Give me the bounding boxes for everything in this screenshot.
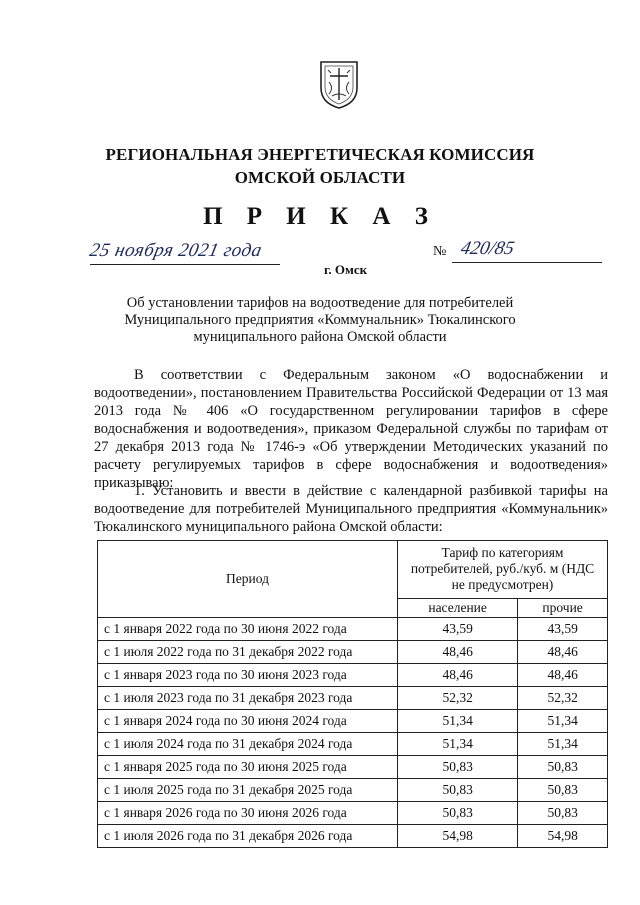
population-value-cell: 48,46 [398,641,518,664]
table-row [98,756,608,779]
org-name-line1: РЕГИОНАЛЬНАЯ ЭНЕРГЕТИЧЕСКАЯ КОМИССИЯ [105,145,535,164]
period-cell: с 1 января 2025 года по 30 июня 2025 года [98,756,398,779]
other-value-cell: 51,34 [518,710,608,733]
other-value-cell: 51,34 [518,733,608,756]
table-row [98,687,608,710]
document-subject [100,295,540,346]
table-row [98,779,608,802]
period-cell: с 1 июля 2022 года по 31 декабря 2022 года [98,641,398,664]
other-value-cell: 50,83 [518,756,608,779]
document-type-title: П Р И К А З [203,203,437,230]
other-value-cell: 48,46 [518,641,608,664]
handwritten-date: 25 ноября 2021 года [87,240,265,261]
tariff-table-body [98,618,608,848]
population-value-cell: 50,83 [398,779,518,802]
coat-of-arms-icon [318,58,360,110]
subject-line: муниципального района Омской области [193,329,447,345]
population-value-cell: 50,83 [398,756,518,779]
header-tariff: Тариф по категориям потребителей, руб./куб. м (НДС не предусмотрен) [398,541,608,599]
population-value-cell: 51,34 [398,733,518,756]
date-underline [90,264,280,265]
population-value-cell: 54,98 [398,825,518,848]
other-value-cell: 50,83 [518,802,608,825]
period-cell: с 1 июля 2024 года по 31 декабря 2024 года [98,733,398,756]
period-cell: с 1 января 2024 года по 30 июня 2024 года [98,710,398,733]
subject-line: Об установлении тарифов на водоотведение для потребителей [126,295,514,311]
other-value-cell: 52,32 [518,687,608,710]
period-cell: с 1 июля 2026 года по 31 декабря 2026 года [98,825,398,848]
preamble-paragraph: В соответствии с Федеральным законом «О водоснабжении и водоотведении», постановлением Правительства Российской Федерации от 13 мая 2013 года № 406 «О государственном регулировании тарифов в сфере водоснабжения и водоотведения», приказом Федеральной службы по тарифам от 27 декабря 2013 года № 1746-э «Об утверждении Методических указаний по расчету регулируемых тарифов в сфере водоснабжения и водоотведения» приказываю: [94,367,608,491]
header-period: Период [98,541,398,618]
number-sign: № [433,244,447,259]
clause-1-paragraph: 1. Установить и ввести в действие с календарной разбивкой тарифы на водоотведение для потребителей Муниципального предприятия «Коммунальник» Тюкалинского муниципального района Омской области: [94,483,608,535]
period-cell: с 1 января 2026 года по 30 июня 2026 года [98,802,398,825]
table-row [98,802,608,825]
number-underline [452,262,602,263]
table-row [98,710,608,733]
population-value-cell: 52,32 [398,687,518,710]
table-row [98,618,608,641]
tariff-table [97,540,608,848]
population-value-cell: 43,59 [398,618,518,641]
table-row [98,733,608,756]
period-cell: с 1 июля 2023 года по 31 декабря 2023 года [98,687,398,710]
city-label: г. Омск [324,262,368,277]
period-cell: с 1 января 2023 года по 30 июня 2023 года [98,664,398,687]
other-value-cell: 54,98 [518,825,608,848]
table-row [98,825,608,848]
table-row [98,664,608,687]
header-population: население [398,598,518,617]
table-row [98,641,608,664]
handwritten-number: 420/85 [458,238,517,259]
period-cell: с 1 января 2022 года по 30 июня 2022 года [98,618,398,641]
population-value-cell: 51,34 [398,710,518,733]
population-value-cell: 50,83 [398,802,518,825]
other-value-cell: 50,83 [518,779,608,802]
other-value-cell: 43,59 [518,618,608,641]
subject-line: Муниципального предприятия «Коммунальник» Тюкалинского [124,312,516,328]
other-value-cell: 48,46 [518,664,608,687]
period-cell: с 1 июля 2025 года по 31 декабря 2025 года [98,779,398,802]
population-value-cell: 48,46 [398,664,518,687]
header-other: прочие [518,598,608,617]
org-name-line2: ОМСКОЙ ОБЛАСТИ [234,168,406,187]
